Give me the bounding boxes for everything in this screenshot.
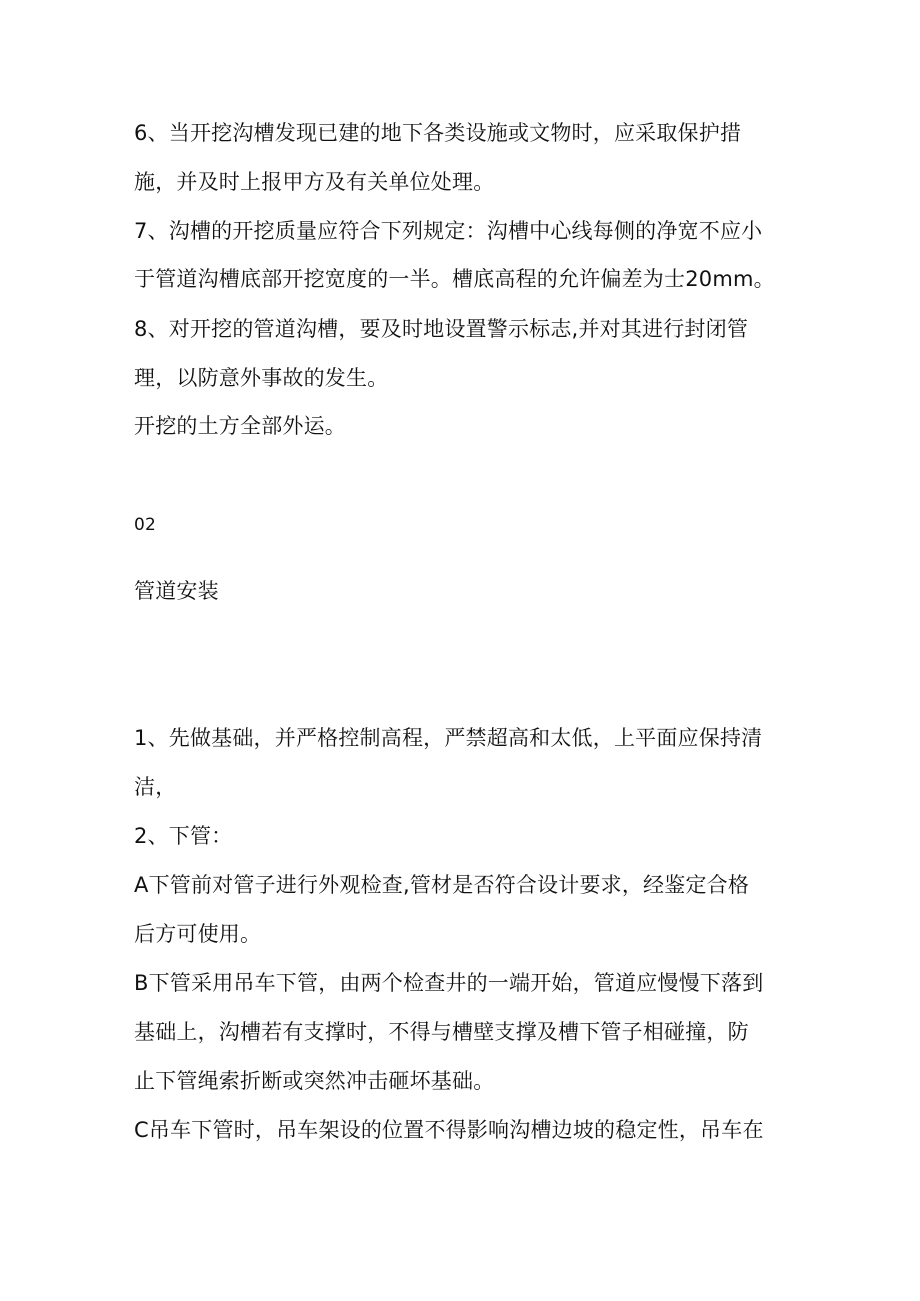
section-title: 管道安装	[134, 579, 219, 603]
paragraph-line: C吊车下管时，吊车架设的位置不得影响沟槽边坡的稳定性，吊车在	[134, 1118, 764, 1142]
paragraph-line: 于管道沟槽底部开挖宽度的一半。槽底高程的允许偏差为士20mm。	[134, 267, 775, 291]
paragraph-line: 1、先做基础，并严格控制高程，严禁超高和太低，上平面应保持清	[134, 726, 763, 750]
paragraph-line: 洁，	[134, 775, 177, 799]
paragraph-line: 后方可使用。	[134, 922, 262, 946]
paragraph-line: A下管前对管子进行外观检查,管材是否符合设计要求，经鉴定合格	[134, 873, 750, 897]
paragraph-line: 6、当开挖沟槽发现已建的地下各类设施或文物时，应采取保护措	[134, 121, 742, 145]
paragraph-line: 2、下管：	[134, 824, 233, 848]
paragraph-line: 理，以防意外事故的发生。	[134, 366, 389, 390]
paragraph-line: 施，并及时上报甲方及有关单位处理。	[134, 170, 495, 194]
paragraph-line: 8、对开挖的管道沟槽，要及时地设置警示标志,并对其进行封闭管	[134, 317, 749, 341]
paragraph-line: 7、沟槽的开挖质量应符合下列规定：沟槽中心线每侧的净宽不应小	[134, 219, 763, 243]
section-number: 02	[134, 515, 157, 535]
paragraph-line: 止下管绳索折断或突然冲击砸坏基础。	[134, 1069, 495, 1093]
paragraph-line: 基础上，沟槽若有支撑时，不得与槽壁支撑及槽下管子相碰撞，防	[134, 1020, 749, 1044]
paragraph-line: B下管采用吊车下管，由两个检查井的一端开始，管道应慢慢下落到	[134, 971, 764, 995]
paragraph-line: 开挖的土方全部外运。	[134, 414, 346, 438]
